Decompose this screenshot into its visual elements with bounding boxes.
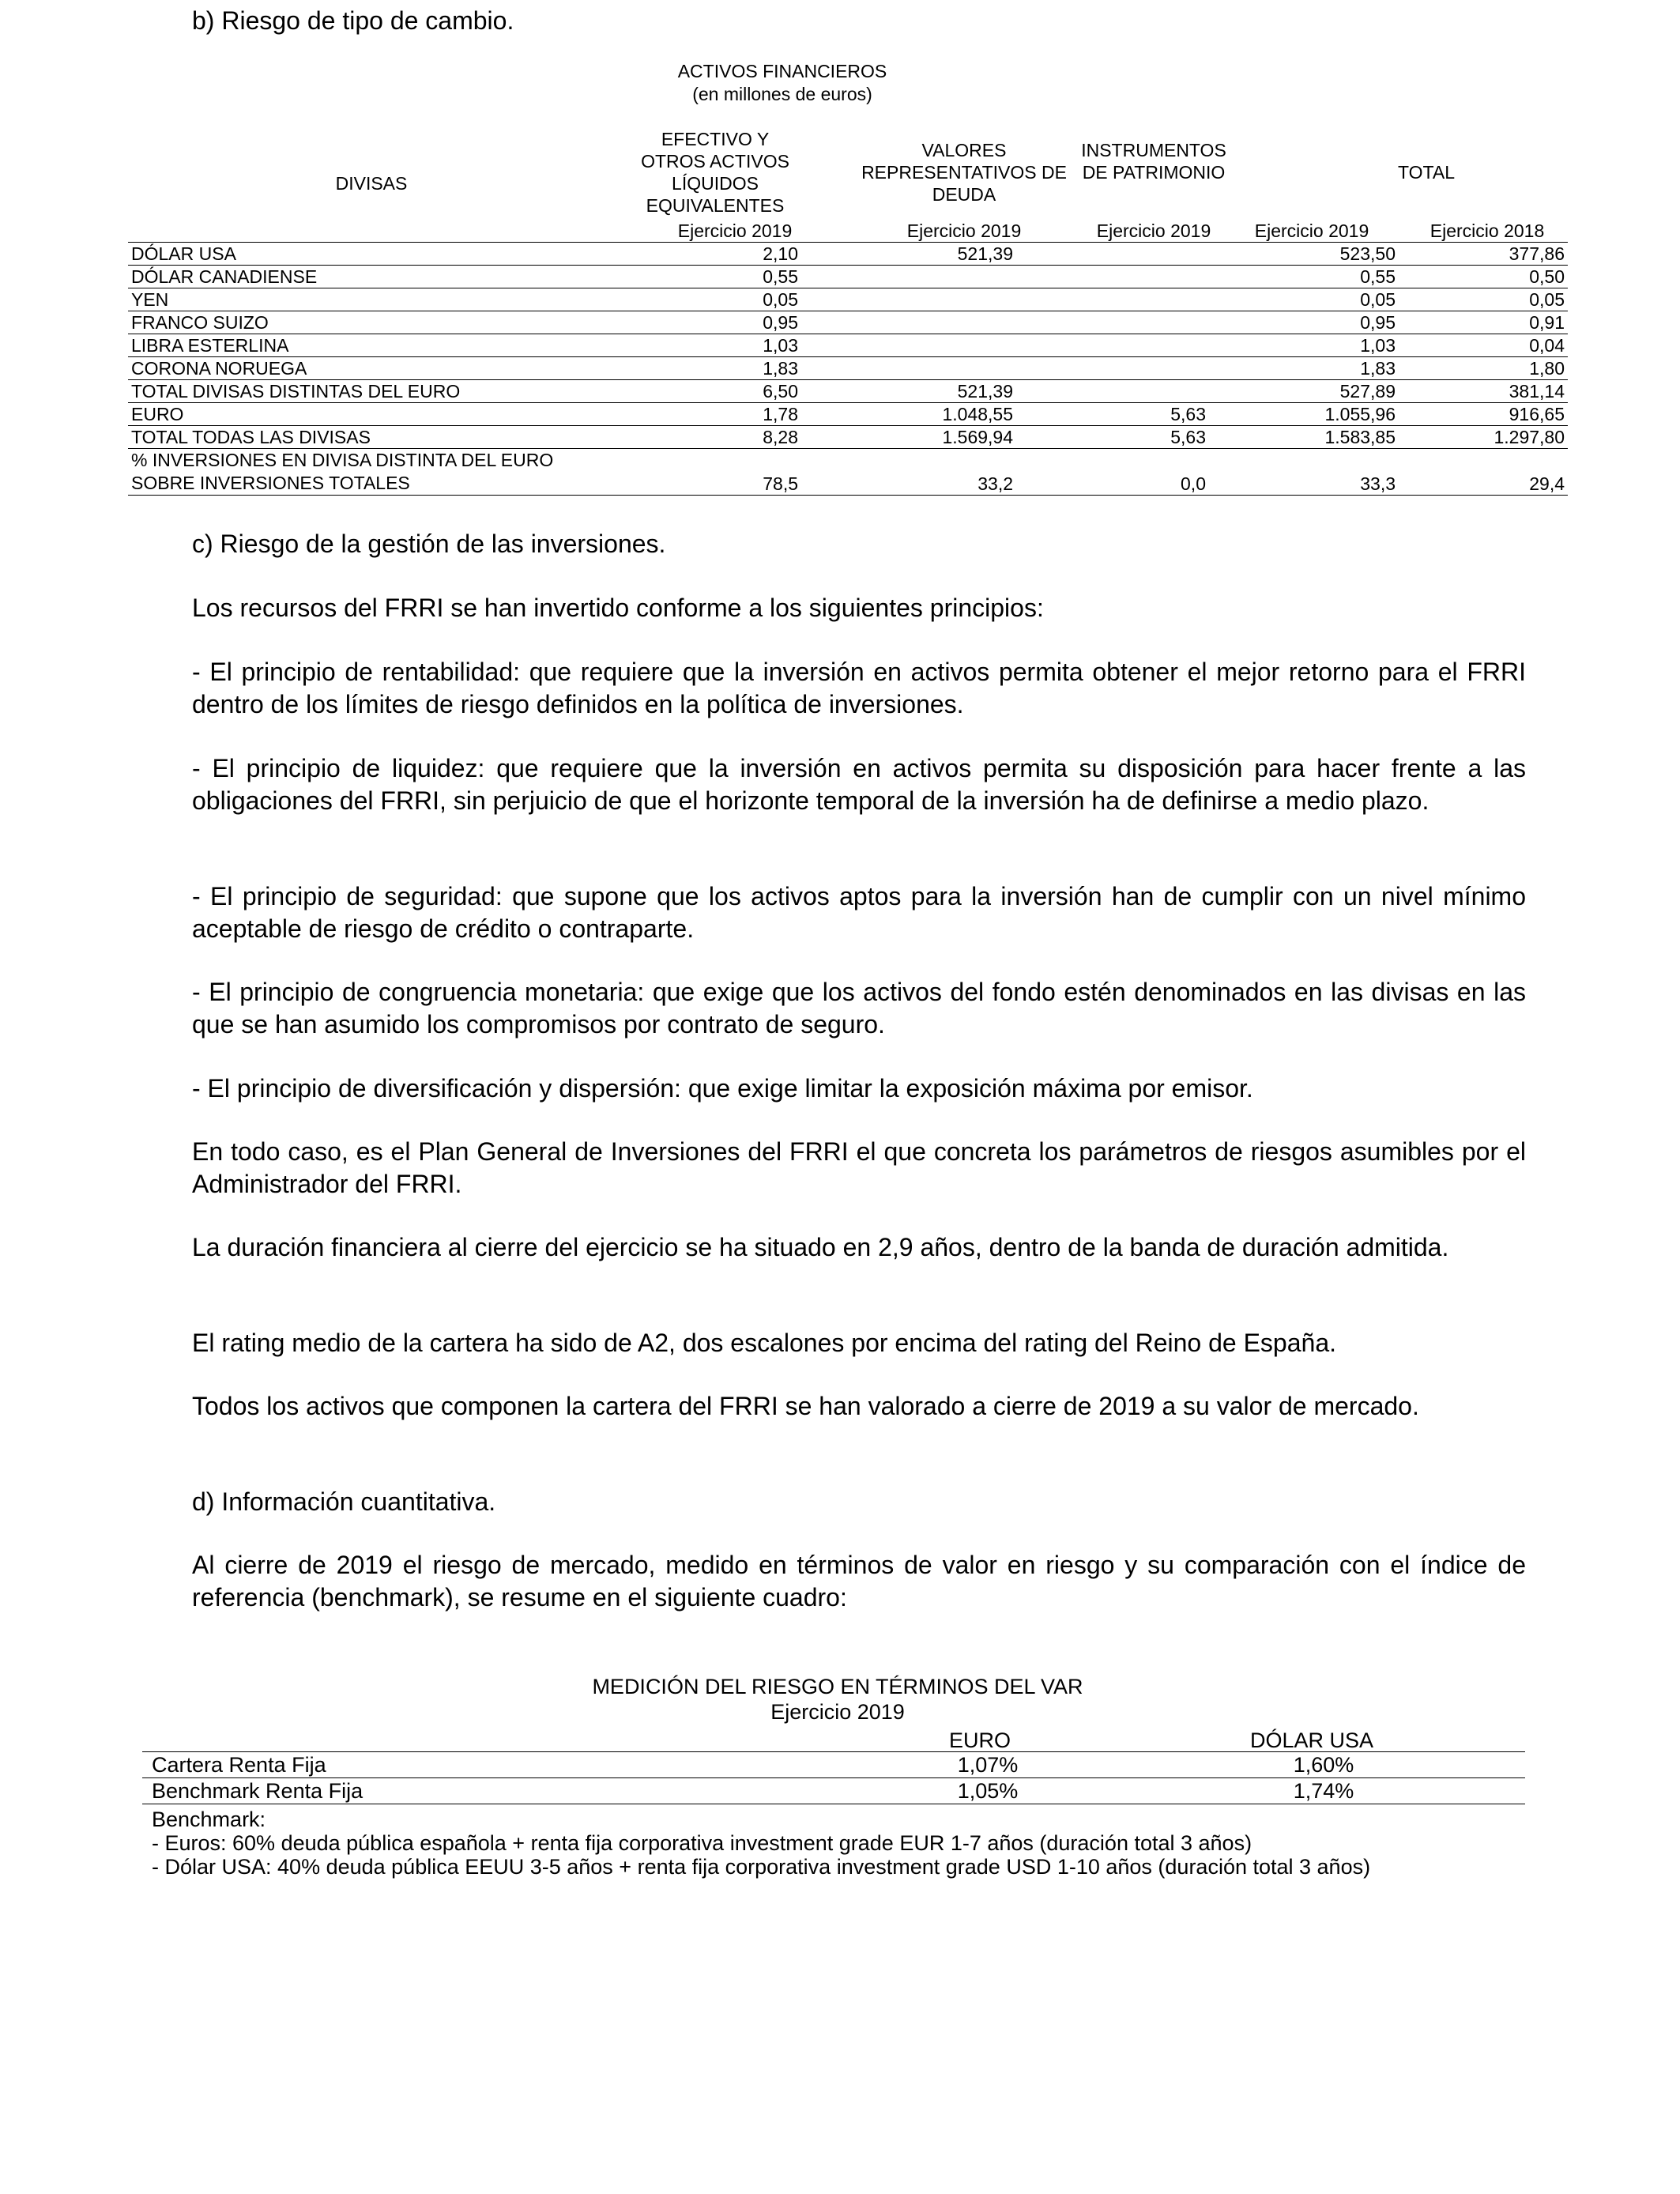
cell-total-2018: 381,14 [1399, 380, 1568, 403]
cell-valores [801, 266, 1016, 288]
cell-total-2018: 1.297,80 [1399, 426, 1568, 449]
cell-total-2018: 0,91 [1399, 311, 1568, 334]
header-efectivo: EFECTIVO Y OTROS ACTIVOS LÍQUIDOS EQUIVALENTES [641, 129, 789, 216]
subheader-instrumentos-year: Ejercicio 2019 [1096, 221, 1211, 241]
table-row [128, 288, 1568, 311]
paragraph: En todo caso, es el Plan General de Inversiones del FRRI el que concreta los parámetros de riesgos asumibles por el Administrador del FRRI. [192, 1137, 1526, 1198]
row-label: CORONA NORUEGA [128, 357, 604, 380]
row-label: DÓLAR USA [128, 243, 604, 266]
cell-efectivo: 0,55 [604, 266, 801, 288]
cell-total-2019: 1,03 [1209, 334, 1399, 357]
subheader-valores-year: Ejercicio 2019 [906, 221, 1022, 241]
cell-efectivo: 1,03 [604, 334, 801, 357]
fx-table-title: ACTIVOS FINANCIEROS [677, 61, 887, 81]
cell-valores: 521,39 [801, 380, 1016, 403]
section-heading-d: d) Información cuantitativa. [192, 1487, 496, 1516]
header-valores: VALORES REPRESENTATIVOS DE DEUDA [861, 140, 1067, 205]
cell-efectivo: 8,28 [604, 426, 801, 449]
cell-total-2019: 0,95 [1209, 311, 1399, 334]
paragraph: Todos los activos que componen la cartera del FRRI se han valorado a cierre de 2019 a su valor de mercado. [192, 1392, 1419, 1420]
table-row [128, 357, 1568, 380]
cell-efectivo: 78,5 [604, 449, 801, 496]
cell-euro: 1,07% [853, 1752, 1122, 1778]
cell-total-2018: 1,80 [1399, 357, 1568, 380]
header-total: TOTAL [1398, 162, 1455, 183]
row-label: FRANCO SUIZO [128, 311, 604, 334]
cell-instrumentos [1016, 380, 1209, 403]
paragraph: El rating medio de la cartera ha sido de A2, dos escalones por encima del rating del Reino de España. [192, 1329, 1336, 1357]
cell-euro: 1,05% [853, 1778, 1122, 1804]
row-label: TOTAL DIVISAS DISTINTAS DEL EURO [128, 380, 604, 403]
cell-total-2018: 0,50 [1399, 266, 1568, 288]
cell-valores: 33,2 [801, 449, 1016, 496]
row-label: Benchmark Renta Fija [142, 1778, 853, 1804]
paragraph: - El principio de seguridad: que supone que los activos aptos para la inversión han de cumplir con un nivel mínimo aceptable de riesgo de crédito o contraparte. [192, 882, 1526, 943]
cell-efectivo: 0,95 [604, 311, 801, 334]
table-row [128, 311, 1568, 334]
cell-instrumentos [1016, 243, 1209, 266]
var-col-euro: EURO [948, 1728, 1011, 1752]
paragraph: - El principio de liquidez: que requiere que la inversión en activos permita su disposición para hacer frente a las obligaciones del FRRI, sin perjuicio de que el horizonte temporal de la inversión ha de definirse a medio plazo. [192, 754, 1526, 815]
cell-total-2018: 916,65 [1399, 403, 1568, 426]
cell-valores: 1.048,55 [801, 403, 1016, 426]
table-row [142, 1778, 1525, 1804]
table-row [128, 266, 1568, 288]
table-row [128, 403, 1568, 426]
header-instrumentos: INSTRUMENTOS DE PATRIMONIO [1081, 140, 1226, 183]
cell-valores [801, 357, 1016, 380]
paragraph: Al cierre de 2019 el riesgo de mercado, medido en términos de valor en riesgo y su comparación con el índice de referencia (benchmark), se resume en el siguiente cuadro: [192, 1551, 1526, 1612]
table-row [128, 380, 1568, 403]
row-label: LIBRA ESTERLINA [128, 334, 604, 357]
cell-instrumentos: 5,63 [1016, 426, 1209, 449]
section-heading-c: c) Riesgo de la gestión de las inversiones. [192, 530, 666, 558]
paragraph: - El principio de rentabilidad: que requiere que la inversión en activos permita obtener el mejor retorno para el FRRI dentro de los límites de riesgo definidos en la política de inversiones. [192, 658, 1526, 718]
cell-valores [801, 334, 1016, 357]
paragraph: Los recursos del FRRI se han invertido conforme a los siguientes principios: [192, 594, 1044, 622]
var-table [142, 1751, 1525, 1804]
cell-instrumentos [1016, 311, 1209, 334]
cell-total-2019: 0,05 [1209, 288, 1399, 311]
cell-total-2018: 29,4 [1399, 449, 1568, 496]
var-table-subtitle: Ejercicio 2019 [770, 1700, 905, 1724]
cell-total-2018: 377,86 [1399, 243, 1568, 266]
cell-instrumentos [1016, 288, 1209, 311]
cell-instrumentos: 5,63 [1016, 403, 1209, 426]
cell-instrumentos [1016, 357, 1209, 380]
var-col-dolar: DÓLAR USA [1249, 1728, 1374, 1752]
cell-total-2018: 0,04 [1399, 334, 1568, 357]
cell-total-2019: 1.583,85 [1209, 426, 1399, 449]
var-table-title: MEDICIÓN DEL RIESGO EN TÉRMINOS DEL VAR [592, 1675, 1083, 1698]
row-label: TOTAL TODAS LAS DIVISAS [128, 426, 604, 449]
cell-efectivo: 1,83 [604, 357, 801, 380]
cell-valores [801, 311, 1016, 334]
cell-total-2019: 523,50 [1209, 243, 1399, 266]
cell-efectivo: 1,78 [604, 403, 801, 426]
header-divisas: DIVISAS [335, 173, 408, 194]
cell-efectivo: 6,50 [604, 380, 801, 403]
table-row [142, 1752, 1525, 1778]
cell-total-2019: 1,83 [1209, 357, 1399, 380]
row-label: % INVERSIONES EN DIVISA DISTINTA DEL EURO SOBRE INVERSIONES TOTALES [128, 449, 604, 496]
table-row [128, 449, 1568, 496]
benchmark-note-euro: - Euros: 60% deuda pública española + renta fija corporativa investment grade EUR 1-7 años (duración total 3 años) [152, 1831, 1252, 1855]
fx-table [128, 242, 1568, 496]
cell-instrumentos [1016, 334, 1209, 357]
paragraph: - El principio de congruencia monetaria: que exige que los activos del fondo estén denominados en las divisas en las que se han asumido los compromisos por contrato de seguro. [192, 978, 1526, 1039]
cell-total-2019: 33,3 [1209, 449, 1399, 496]
row-label: DÓLAR CANADIENSE [128, 266, 604, 288]
table-row [128, 334, 1568, 357]
cell-total-2019: 1.055,96 [1209, 403, 1399, 426]
cell-efectivo: 2,10 [604, 243, 801, 266]
cell-instrumentos [1016, 266, 1209, 288]
cell-total-2019: 0,55 [1209, 266, 1399, 288]
cell-dolar: 1,60% [1122, 1752, 1525, 1778]
subheader-efectivo-year: Ejercicio 2019 [677, 221, 793, 241]
row-label: YEN [128, 288, 604, 311]
row-label: Cartera Renta Fija [142, 1752, 853, 1778]
cell-valores [801, 288, 1016, 311]
benchmark-note-title: Benchmark: [152, 1808, 266, 1831]
table-row [128, 426, 1568, 449]
cell-valores: 521,39 [801, 243, 1016, 266]
cell-valores: 1.569,94 [801, 426, 1016, 449]
paragraph: La duración financiera al cierre del ejercicio se ha situado en 2,9 años, dentro de la banda de duración admitida. [192, 1233, 1449, 1261]
paragraph: - El principio de diversificación y dispersión: que exige limitar la exposición máxima por emisor. [192, 1074, 1253, 1103]
row-label: EURO [128, 403, 604, 426]
cell-total-2019: 527,89 [1209, 380, 1399, 403]
subheader-total-2018: Ejercicio 2018 [1430, 221, 1545, 241]
table-row [128, 243, 1568, 266]
subheader-total-2019: Ejercicio 2019 [1254, 221, 1369, 241]
benchmark-note-usd: - Dólar USA: 40% deuda pública EEUU 3-5 años + renta fija corporativa investment grade USD 1-10 años (duración total 3 años) [152, 1855, 1371, 1879]
cell-dolar: 1,74% [1122, 1778, 1525, 1804]
cell-total-2018: 0,05 [1399, 288, 1568, 311]
fx-table-subtitle: (en millones de euros) [692, 84, 872, 104]
cell-efectivo: 0,05 [604, 288, 801, 311]
section-heading-b: b) Riesgo de tipo de cambio. [192, 6, 514, 35]
cell-instrumentos: 0,0 [1016, 449, 1209, 496]
